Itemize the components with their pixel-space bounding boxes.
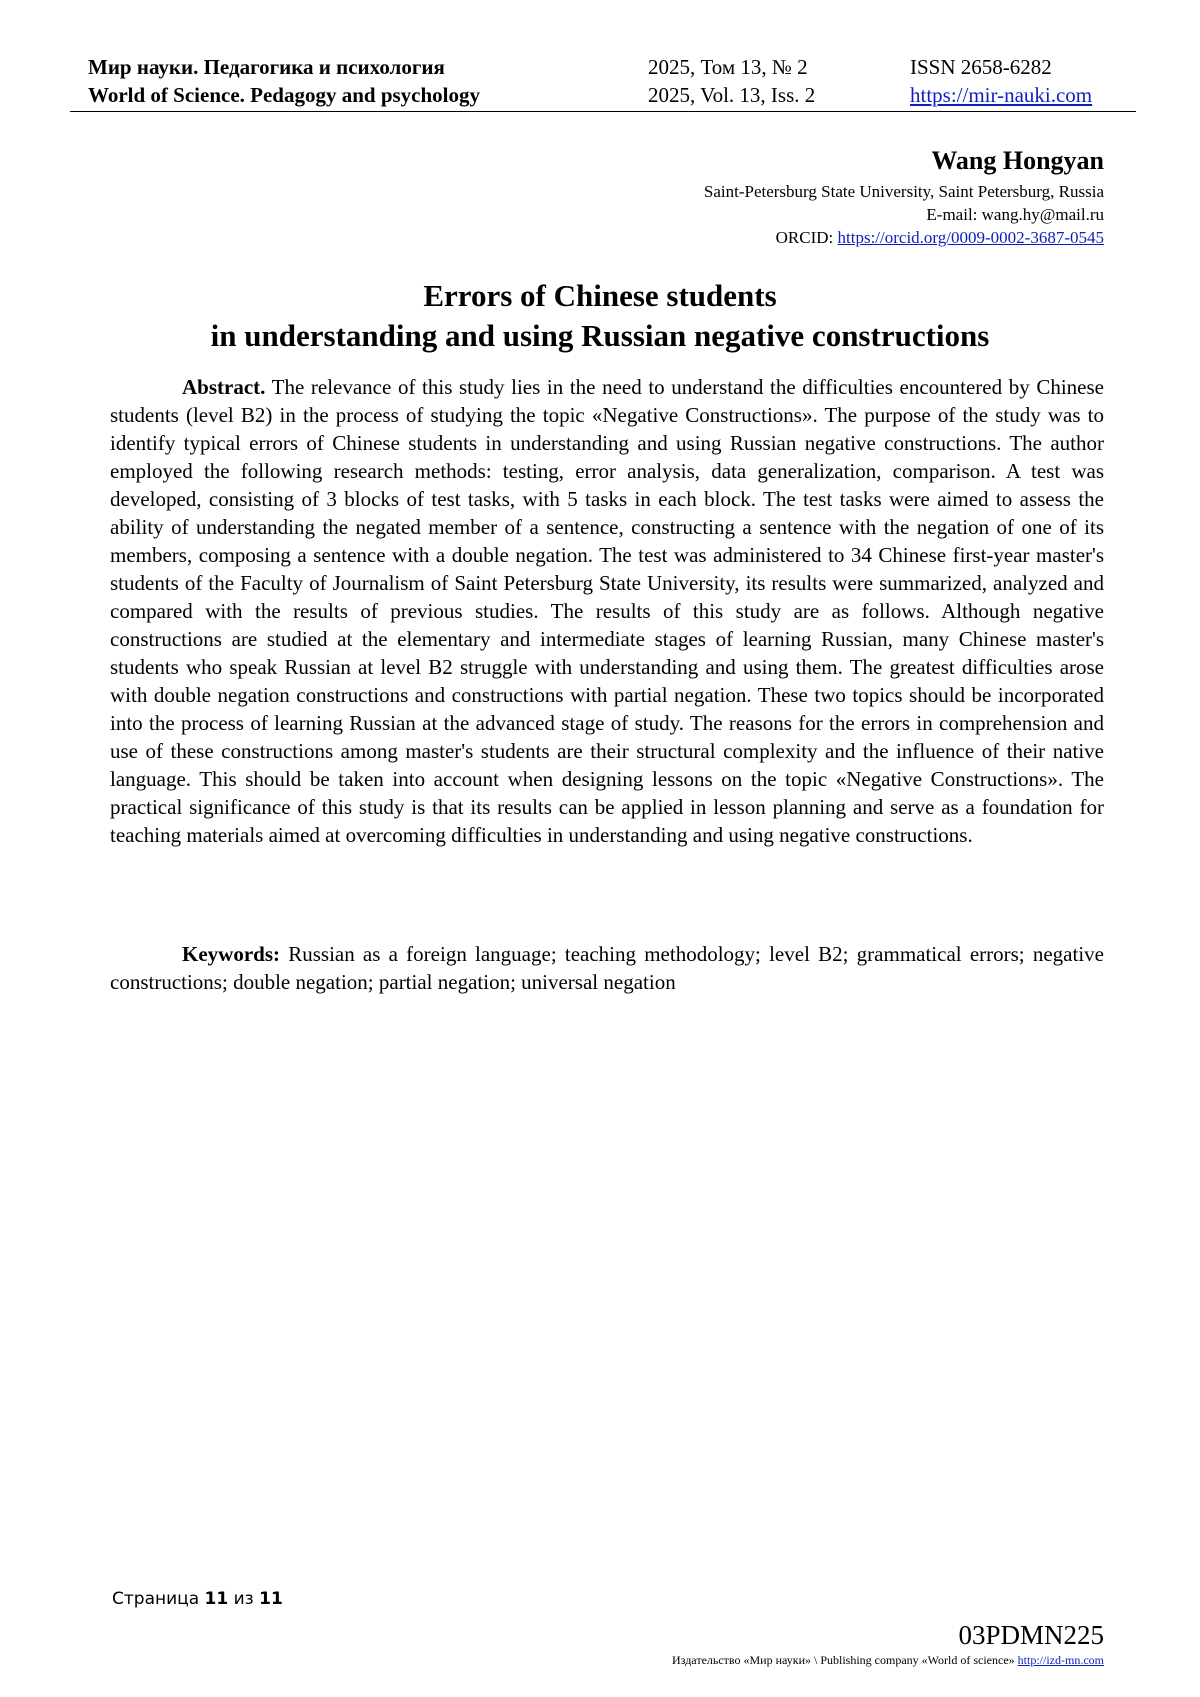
abstract-paragraph — [110, 373, 1104, 849]
author-email: E-mail: wang.hy@mail.ru — [926, 205, 1104, 224]
abstract-text: The relevance of this study lies in the need to understand the difficulties encountered by Chinese students (level B2) in the process of studying the topic «Negative Constructions». The purpose of the study was to identify typical errors of Chinese students in understanding and using Russian negative constructions. The author employed the following research methods: testing, error analysis, data generalization, comparison. A test was developed, consisting of 3 blocks of test tasks, with 5 tasks in each block. The test tasks were aimed to assess the ability of understanding the negated member of a sentence, constructing a sentence with the negation of one of its members, composing a sentence with a double negation. The test was administered to 34 Chinese first-year master's students of the Faculty of Journalism of Saint Petersburg State University, its results were summarized, analyzed and compared with the results of previous studies. The results of this study are as follows. Although negative constructions are studied at the elementary and intermediate stages of learning Russian, many Chinese master's students who speak Russian at level B2 struggle with understanding and using them. The greatest difficulties arose with double negation constructions and constructions with partial negation. These two topics should be incorporated into the process of learning Russian at the advanced stage of study. The reasons for the errors in comprehension and use of these constructions among master's students are their structural complexity and the influence of their native language. This should be taken into account when designing lessons on the topic «Negative Constructions». The practical significance of this study is that its results can be applied in lesson planning and serve as a foundation for teaching materials aimed at overcoming difficulties in understanding and using negative constructions. — [110, 375, 1104, 847]
author-name: Wang Hongyan — [931, 146, 1104, 175]
journal-title-en: World of Science. Pedagogy and psychology — [88, 83, 481, 107]
page-number — [112, 1588, 283, 1610]
issue-en: 2025, Vol. 13, Iss. 2 — [648, 83, 816, 107]
issn: ISSN 2658-6282 — [910, 55, 1052, 79]
author-affiliation: Saint-Petersburg State University, Saint Petersburg, Russia — [703, 182, 1104, 201]
page-total: 11 — [259, 1589, 283, 1609]
page-current: 11 — [204, 1589, 229, 1609]
title-line-1: Errors of Chinese students — [423, 278, 777, 313]
page-mid: из — [228, 1589, 260, 1609]
orcid-label: ORCID: — [775, 228, 838, 247]
keywords-paragraph — [110, 940, 1104, 996]
header-row-en — [88, 81, 1124, 109]
publisher-text: Издательство «Мир науки» \ Publishing company «World of science» — [672, 1653, 1018, 1667]
publisher-link[interactable]: http://izd-mn.com — [1017, 1653, 1104, 1667]
orcid-link[interactable]: https://orcid.org/0009-0002-3687-0545 — [837, 228, 1104, 247]
keywords-label: Keywords: — [182, 942, 280, 966]
header-divider — [70, 111, 1136, 112]
publisher-line — [672, 1652, 1104, 1668]
journal-title-ru: Мир науки. Педагогика и психология — [88, 55, 445, 79]
author-block — [704, 145, 1104, 249]
keywords — [110, 940, 1104, 996]
header-row-ru — [88, 53, 1124, 81]
abstract-label: Abstract. — [182, 375, 266, 399]
abstract — [110, 373, 1104, 849]
page-prefix: Страница — [112, 1589, 205, 1609]
journal-site-link[interactable]: https://mir-nauki.com — [910, 83, 1093, 107]
keywords-text: Russian as a foreign language; teaching methodology; level B2; grammatical errors; negative constructions; double negation; partial negation; universal negation — [110, 942, 1104, 994]
journal-header — [88, 50, 1124, 114]
author-orcid — [704, 226, 1104, 249]
issue-ru: 2025, Том 13, № 2 — [648, 55, 808, 79]
title-line-2: in understanding and using Russian negative constructions — [210, 318, 990, 353]
article-title — [100, 276, 1100, 356]
article-code: 03PDMN225 — [958, 1620, 1104, 1650]
